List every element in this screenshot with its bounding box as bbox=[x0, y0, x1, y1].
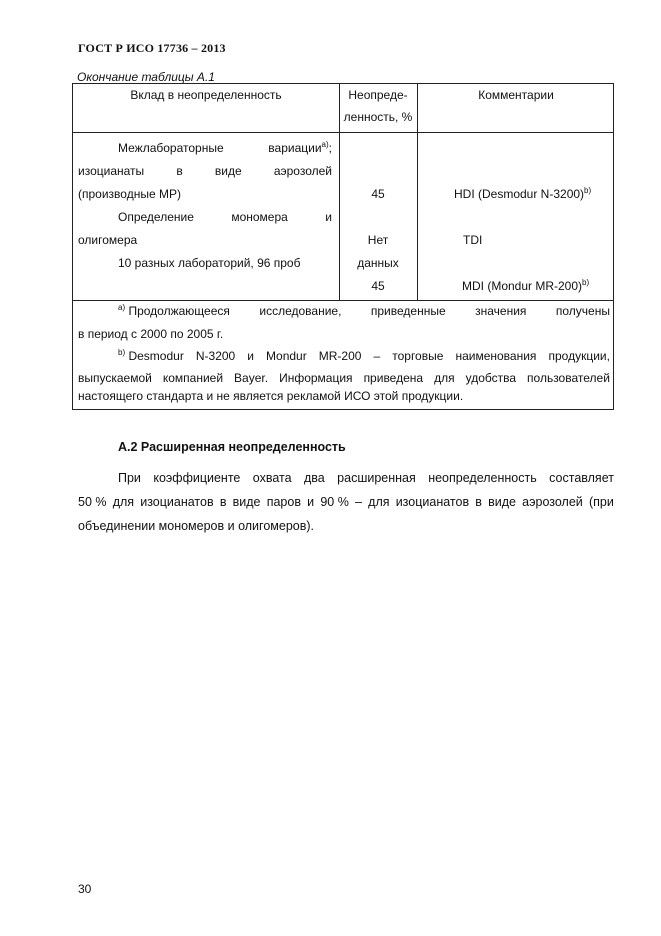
row2-line2: олигомера bbox=[78, 233, 138, 247]
header-comments: Комментарии bbox=[478, 88, 554, 102]
uncertainty-table bbox=[72, 83, 614, 410]
document-header: ГОСТ Р ИСО 17736 – 2013 bbox=[78, 41, 226, 55]
header-uncertainty-line1: Неопреде- bbox=[348, 88, 408, 102]
row2-value-line2: данных bbox=[357, 256, 399, 270]
row1-word: Межлабораторные bbox=[118, 141, 224, 155]
section-title: А.2 Расширенная неопределенность bbox=[118, 440, 346, 454]
footnote-b-marker: b) bbox=[118, 348, 126, 357]
paragraph-line3: объединении мономеров и олигомеров). bbox=[78, 519, 314, 533]
footnote-divider bbox=[73, 300, 613, 301]
footnote-a-line2: в период с 2000 по 2005 г. bbox=[78, 327, 224, 341]
header-contribution: Вклад в неопределенность bbox=[130, 88, 282, 102]
row2-line1: Определение мономера и bbox=[118, 210, 332, 224]
footnote-b-line1: $^{b)}$ Desmodur N-3200 и Mondur MR-200 – торговые наименования продукции, bbox=[118, 348, 610, 363]
footnote-a-first: $^{a)}$ Продолжающееся bbox=[118, 303, 230, 318]
row1-line2: изоцианаты в виде аэрозолей bbox=[78, 164, 332, 178]
footnote-a-marker: a) bbox=[118, 303, 126, 312]
footnote-ref-b: b) bbox=[582, 278, 590, 287]
row3-text: 10 разных лабораторий, 96 проб bbox=[118, 256, 301, 270]
row1-comment: HDI (Desmodur N-3200)$^{b)}$ bbox=[454, 186, 592, 201]
footnote-ref-b: b) bbox=[584, 186, 592, 195]
row3-comment: MDI (Mondur MR-200)$^{b)}$ bbox=[462, 278, 590, 293]
footnote-a-line1: $^{a)}$ Продолжающееся исследование, приведенные значения получены bbox=[118, 303, 610, 318]
row1-line1 bbox=[118, 141, 332, 155]
paragraph-line2: 50 % для изоцианатов в виде паров и 90 % – для изоцианатов в виде аэрозолей (при bbox=[78, 495, 614, 509]
header-divider bbox=[73, 132, 613, 133]
page-number: 30 bbox=[78, 882, 92, 896]
paragraph-line1: При коэффициенте охвата два расширенная неопределенность составляет bbox=[118, 471, 614, 485]
row2-value-line1: Нет bbox=[367, 233, 389, 247]
footnote-b-line2: выпускаемой компанией Bayer. Информация приведена для удобства пользователей bbox=[78, 371, 610, 385]
row1-word-with-footnote: вариации$^{a)}$; bbox=[268, 140, 332, 155]
row3-value: 45 bbox=[371, 279, 385, 293]
row1-line3: (производные МР) bbox=[78, 187, 181, 201]
footnote-b-first: $^{b)}$ Desmodur bbox=[118, 348, 184, 363]
column-divider-2 bbox=[417, 84, 418, 301]
row1-value: 45 bbox=[371, 187, 385, 201]
footnote-b-line3: настоящего стандарта и не является рекламой ИСО этой продукции. bbox=[78, 389, 464, 403]
row2-comment: TDI bbox=[463, 233, 483, 247]
header-uncertainty-line2: ленность, % bbox=[343, 110, 413, 124]
footnote-ref-a: a) bbox=[321, 140, 329, 149]
table-caption: Окончание таблицы А.1 bbox=[77, 70, 215, 84]
